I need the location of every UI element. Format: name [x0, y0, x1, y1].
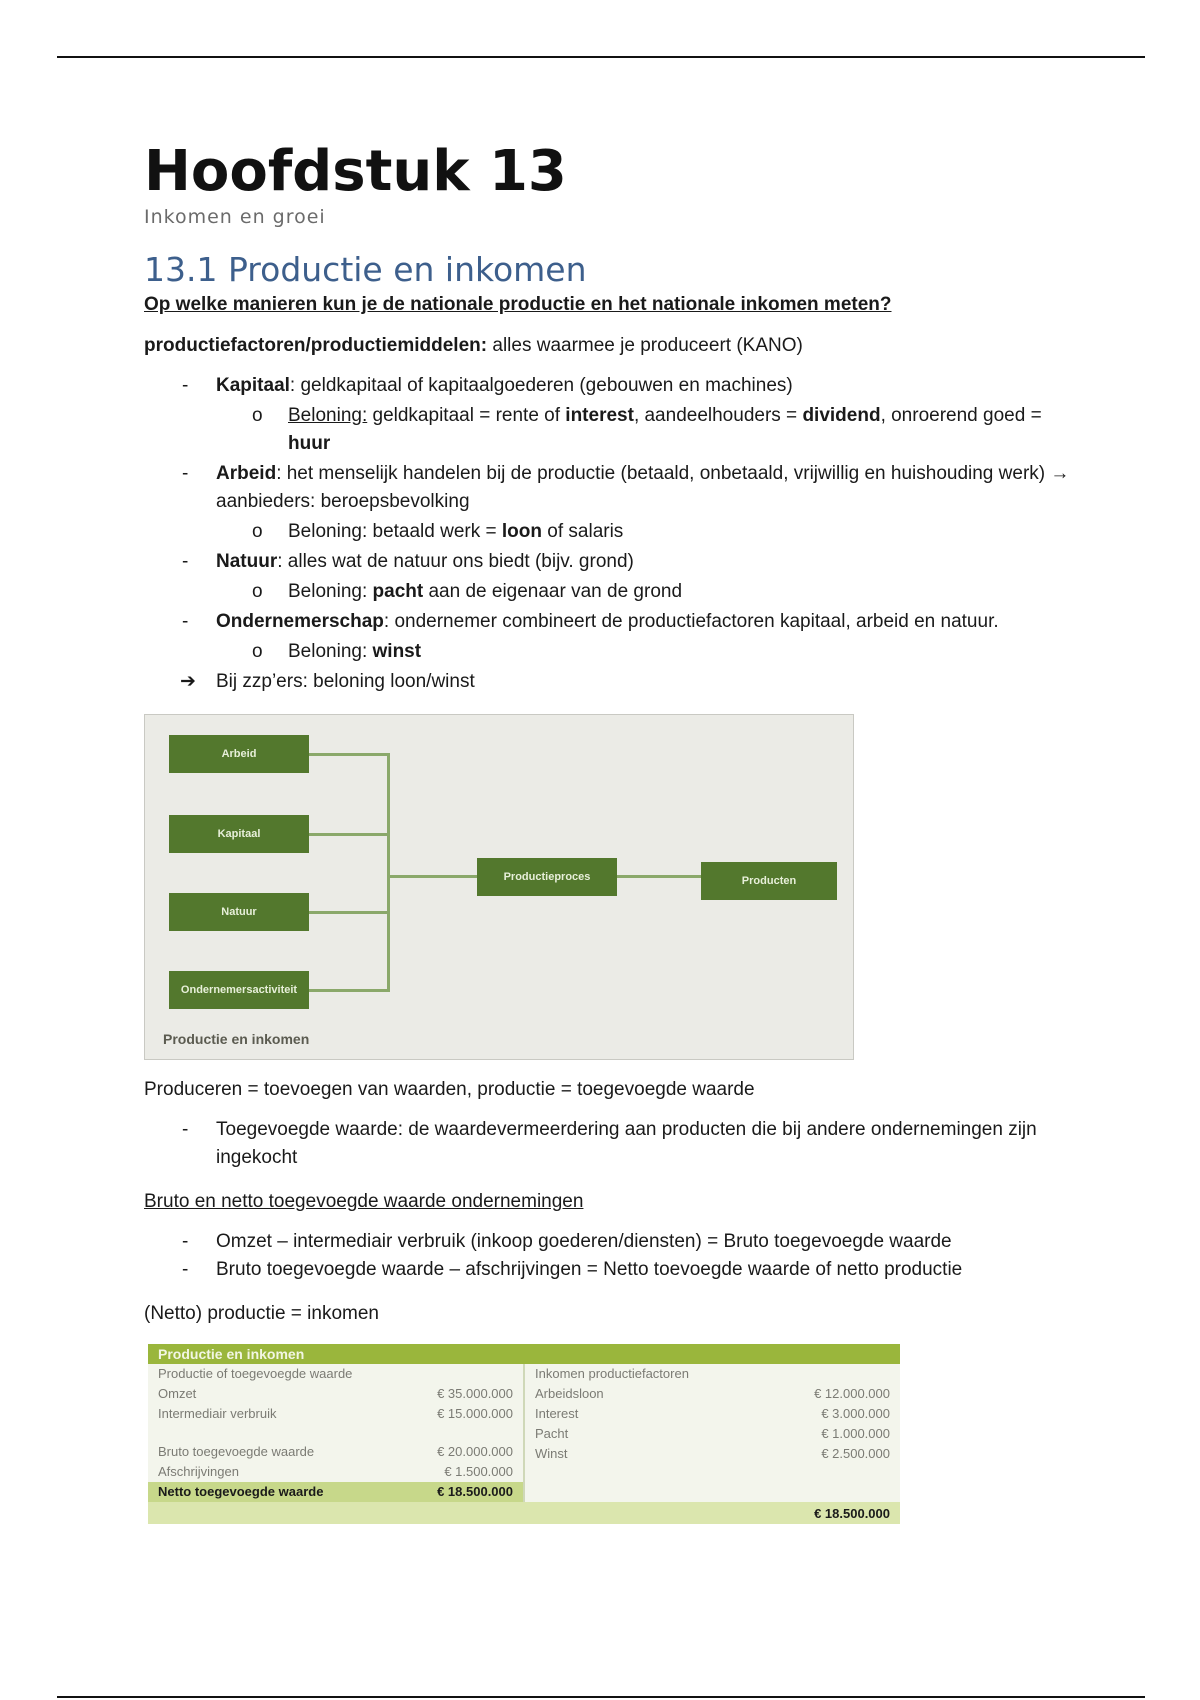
reward-bold: pacht: [372, 581, 424, 602]
table-title: Productie en inkomen: [148, 1344, 900, 1364]
table-right-column: [525, 1364, 900, 1502]
reward-list: [216, 518, 1084, 546]
table-row: [525, 1444, 900, 1464]
table-row: [525, 1404, 900, 1424]
list-item: - Toegevoegde waarde: de waardevermeerdering aan producten die bij andere ondernemingen zijn ingekocht: [144, 1116, 1084, 1172]
reward-text: Beloning: betaald werk =: [288, 521, 502, 542]
total-value: € 18.500.000: [814, 1505, 890, 1521]
table-row: [148, 1442, 523, 1462]
factor-text: : ondernemer combineert de productiefactoren kapitaal, arbeid en natuur.: [383, 611, 999, 632]
reward-bold: loon: [501, 521, 542, 542]
process-box: Productieproces: [477, 858, 617, 896]
factor-text: : het menselijk handelen bij de productie (betaald, onbetaald, vrijwillig en huishouding werk) → aanbieders: beroepsbevolking: [216, 463, 1070, 512]
row-label: Afschrijvingen: [158, 1464, 239, 1479]
produceren-paragraph: Produceren = toevoegen van waarden, productie = toegevoegde waarde: [144, 1079, 755, 1100]
reward-label: Beloning:: [288, 405, 368, 426]
diagram-caption: Productie en inkomen: [163, 1031, 310, 1047]
factor-term: Ondernemerschap: [216, 611, 384, 632]
page-subtitle: Inkomen en groei: [144, 206, 326, 228]
reward-list: [216, 638, 1084, 666]
netto-paragraph: (Netto) productie = inkomen: [144, 1303, 379, 1324]
section-question: Op welke manieren kun je de nationale productie en het nationale inkomen meten?: [144, 294, 892, 315]
reward-text: Beloning:: [288, 581, 373, 602]
row-label: Bruto toegevoegde waarde: [158, 1444, 315, 1459]
input-box-natuur: Natuur: [169, 893, 309, 931]
footer-rule: [57, 1696, 1145, 1698]
row-value: € 1.500.000: [444, 1464, 513, 1479]
table-total-footer: [148, 1502, 900, 1524]
reward-item: [216, 638, 1084, 666]
reward-text: Beloning:: [288, 641, 373, 662]
factor-text: : alles wat de natuur ons biedt (bijv. grond): [277, 551, 634, 572]
bruto-heading-text: Bruto en netto toegevoegde waarde ondernemingen: [144, 1191, 584, 1212]
connector-line: [309, 753, 389, 756]
connector-line: [309, 989, 389, 992]
factor-text: : geldkapitaal of kapitaalgoederen (gebouwen en machines): [289, 375, 793, 396]
row-value: € 20.000.000: [437, 1444, 513, 1459]
reward-item: [216, 518, 1084, 546]
page-title: Hoofdstuk 13: [144, 139, 567, 204]
connector-line: [617, 875, 707, 878]
header-rule: [57, 56, 1145, 58]
production-diagram: [144, 714, 854, 1060]
factor-ondernemerschap: [144, 608, 1084, 666]
intro-text: alles waarmee je produceert (KANO): [487, 335, 803, 356]
page-content: [144, 140, 1084, 1524]
connector-line: [387, 875, 477, 878]
row-value: € 35.000.000: [437, 1386, 513, 1401]
toegevoegd-list: [144, 1116, 1084, 1172]
table-row: [148, 1404, 523, 1424]
intro-term: productiefactoren/productiemiddelen:: [144, 335, 488, 356]
table-row: [148, 1384, 523, 1404]
row-value: € 2.500.000: [821, 1446, 890, 1461]
table-spacer: [148, 1424, 523, 1442]
section-heading: 13.1 Productie en inkomen: [144, 250, 587, 289]
reward-text: geldkapitaal = rente of: [367, 405, 566, 426]
table-row: [525, 1384, 900, 1404]
reward-bold: huur: [288, 433, 331, 454]
column-header: Productie of toegevoegde waarde: [158, 1366, 353, 1381]
income-table: [148, 1344, 900, 1524]
factor-term: Arbeid: [216, 463, 277, 484]
reward-text: , onroerend goed =: [880, 405, 1042, 426]
factor-kapitaal: [144, 372, 1084, 458]
factor-natuur: [144, 548, 1084, 606]
table-row: [148, 1462, 523, 1482]
row-value: € 3.000.000: [821, 1406, 890, 1421]
reward-bold: winst: [372, 641, 422, 662]
zzp-note: [144, 668, 1084, 696]
reward-bold: interest: [565, 405, 634, 426]
table-columns: [148, 1364, 900, 1502]
row-label: Winst: [535, 1446, 568, 1461]
table-header: [525, 1364, 900, 1384]
zzp-text: Bij zzp’ers: beloning loon/winst: [216, 671, 475, 692]
row-label: Intermediair verbruik: [158, 1406, 277, 1421]
input-box-arbeid: Arbeid: [169, 735, 309, 773]
connector-line: [387, 753, 390, 992]
bruto-list: [144, 1228, 1084, 1284]
column-header: Inkomen productiefactoren: [535, 1366, 689, 1381]
intro-paragraph: [144, 332, 1084, 360]
reward-text: of salaris: [542, 521, 624, 542]
row-value: € 1.000.000: [821, 1426, 890, 1441]
reward-list: [216, 578, 1084, 606]
reward-text: , aandeelhouders =: [633, 405, 803, 426]
row-label: Arbeidsloon: [535, 1386, 604, 1401]
row-label: Interest: [535, 1406, 579, 1421]
reward-list: [216, 402, 1084, 458]
factor-term: Natuur: [216, 551, 278, 572]
factor-arbeid: [144, 460, 1084, 546]
row-label: Pacht: [535, 1426, 569, 1441]
list-item: - Omzet – intermediair verbruik (inkoop goederen/diensten) = Bruto toegevoegde waarde: [144, 1228, 1084, 1256]
list-item: - Bruto toegevoegde waarde – afschrijvingen = Netto toevoegde waarde of netto productie: [144, 1256, 1084, 1284]
connector-line: [309, 833, 389, 836]
table-total-row: [148, 1482, 523, 1502]
reward-bold: dividend: [802, 405, 881, 426]
input-box-kapitaal: Kapitaal: [169, 815, 309, 853]
table-header: [148, 1364, 523, 1384]
input-box-ondernemersactiviteit: Ondernemersactiviteit: [169, 971, 309, 1009]
arrow-right-icon: ➔: [180, 671, 196, 692]
row-value: € 18.500.000: [437, 1484, 513, 1499]
reward-text: aan de eigenaar van de grond: [423, 581, 683, 602]
row-label: Omzet: [158, 1386, 197, 1401]
table-left-column: [148, 1364, 525, 1502]
connector-line: [309, 911, 389, 914]
row-value: € 12.000.000: [814, 1386, 890, 1401]
bruto-heading: [144, 1188, 1084, 1216]
reward-item: [216, 578, 1084, 606]
output-box: Producten: [701, 862, 837, 900]
reward-item: [216, 402, 1084, 458]
factor-list: [144, 372, 1084, 666]
factor-term: Kapitaal: [216, 375, 290, 396]
row-value: € 15.000.000: [437, 1406, 513, 1421]
row-label: Netto toegevoegde waarde: [158, 1484, 324, 1499]
table-row: [525, 1424, 900, 1444]
